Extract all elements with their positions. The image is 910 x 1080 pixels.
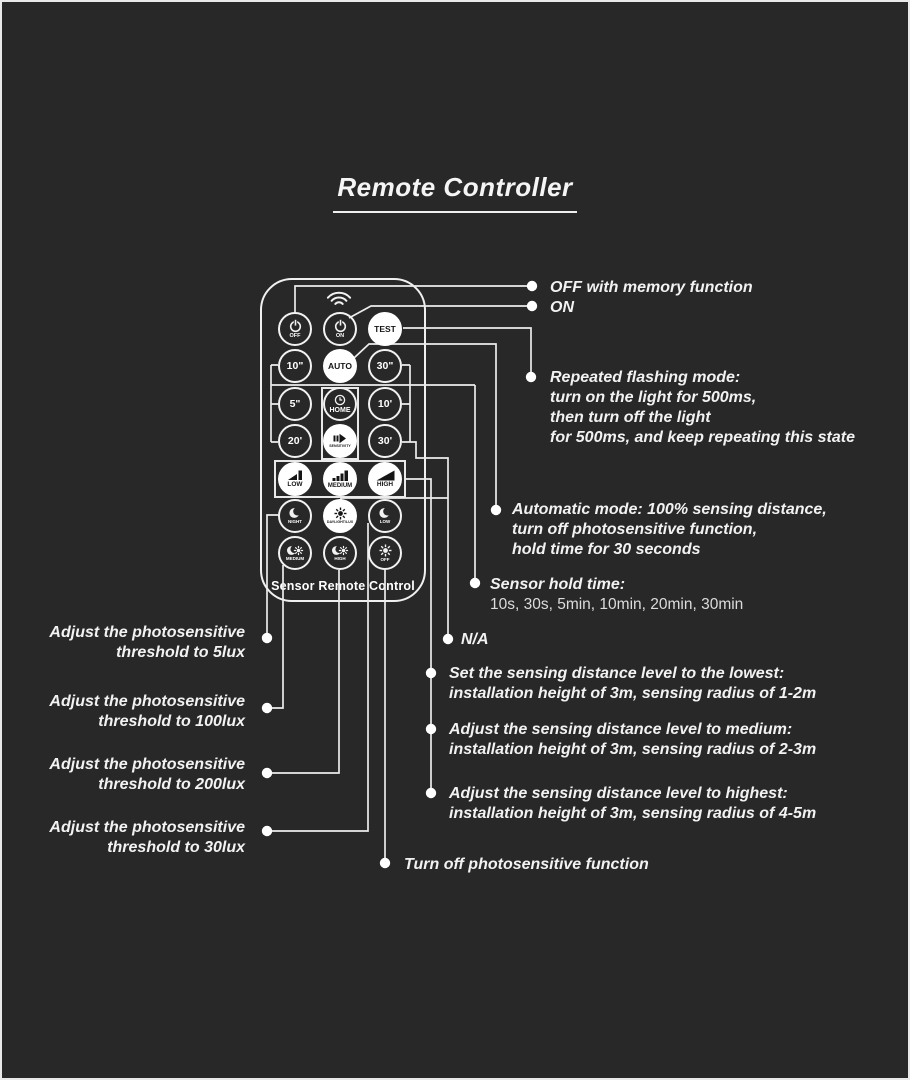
moon-sun-icon <box>332 545 349 556</box>
connector-dot <box>426 724 436 734</box>
right-annotation-3 <box>512 500 827 560</box>
annotation-line: Adjust the photosensitive <box>49 819 245 836</box>
button-label: 30" <box>376 359 394 372</box>
annotation-line: threshold to 100lux <box>98 713 245 730</box>
remote-button-low[interactable] <box>278 462 312 496</box>
moon-icon <box>289 507 301 519</box>
right-annotation-4 <box>490 575 743 615</box>
right-annotation-6 <box>449 664 816 704</box>
wifi-icon <box>324 289 354 308</box>
annotation-line: Turn off photosensitive function <box>404 856 649 873</box>
button-label: HIGH <box>334 555 346 561</box>
annotation-line: ON <box>550 299 574 316</box>
annotation-line: turn off photosensitive function, <box>512 521 758 538</box>
title-wrap <box>2 172 908 213</box>
clock-icon <box>334 394 346 406</box>
annotation-line: then turn off the light <box>550 409 711 426</box>
button-label: SENSITIVITY <box>329 444 351 449</box>
left-annotation-0 <box>49 623 245 663</box>
annotation-line: hold time for 30 seconds <box>512 541 701 558</box>
connector-dot <box>491 505 501 515</box>
remote-button-5[interactable] <box>278 387 312 421</box>
button-label: HOME <box>329 407 351 414</box>
remote-footer-label: Sensor Remote Control <box>271 579 415 593</box>
button-label: HIGH <box>376 480 394 488</box>
connector-dot <box>262 633 272 643</box>
annotation-line: Adjust the photosensitive <box>49 624 245 641</box>
moon-sun-icon <box>287 545 304 556</box>
annotation-line: Adjust the sensing distance level to medium: <box>449 721 793 738</box>
annotation-line: Adjust the photosensitive <box>49 756 245 773</box>
power-icon <box>334 319 347 333</box>
annotation-line: threshold to 30lux <box>107 839 245 856</box>
remote-button-sensitivity[interactable] <box>323 424 357 458</box>
right-annotation-2 <box>550 368 855 448</box>
remote-button-on[interactable] <box>323 312 357 346</box>
remote-button-home[interactable] <box>323 387 357 421</box>
left-annotation-3 <box>49 818 245 858</box>
button-label: 20' <box>287 434 303 447</box>
right-annotation-1 <box>550 298 574 318</box>
remote-button-30[interactable] <box>368 349 402 383</box>
sensitivity-arrow-icon <box>333 433 347 444</box>
annotation-line: 10s, 30s, 5min, 10min, 20min, 30min <box>490 596 744 613</box>
button-label: ON <box>335 332 345 339</box>
remote-button-10[interactable] <box>278 349 312 383</box>
signal-medium-icon <box>332 470 349 482</box>
button-label: 10" <box>286 359 304 372</box>
moon-icon <box>379 507 391 519</box>
connector-dot <box>426 788 436 798</box>
remote-button-night[interactable] <box>278 499 312 533</box>
button-label: LOW <box>379 519 391 525</box>
button-label: 30' <box>377 434 393 447</box>
button-label: 10' <box>377 397 393 410</box>
annotation-line: threshold to 200lux <box>98 776 245 793</box>
remote-button-medium[interactable] <box>323 462 357 496</box>
button-label: NIGHT <box>288 519 302 525</box>
annotation-line: Sensor hold time: <box>490 576 626 593</box>
remote-button-off[interactable] <box>278 312 312 346</box>
connector-dot <box>527 301 537 311</box>
remote-button-high[interactable] <box>323 536 357 570</box>
button-label: 5" <box>289 397 301 410</box>
sun-icon <box>379 544 392 557</box>
remote-button-30[interactable] <box>368 424 402 458</box>
annotation-line: Adjust the sensing distance level to highest: <box>449 785 788 802</box>
annotation-line: installation height of 3m, sensing radius of 1-2m <box>449 685 817 702</box>
remote-button-off[interactable] <box>368 536 402 570</box>
right-annotation-9 <box>404 855 649 875</box>
annotation-line: threshold to 5lux <box>116 644 245 661</box>
sun-icon <box>334 507 347 520</box>
annotation-line: installation height of 3m, sensing radius of 2-3m <box>449 741 817 758</box>
button-label: AUTO <box>328 360 352 371</box>
annotation-line: Automatic mode: 100% sensing distance, <box>512 501 827 518</box>
left-annotation-2 <box>49 755 245 795</box>
left-annotation-1 <box>49 692 245 732</box>
button-label: DAYLIGHT/LUX <box>326 520 354 525</box>
signal-low-icon <box>287 469 304 481</box>
right-annotation-7 <box>449 720 816 760</box>
connector-dot <box>443 634 453 644</box>
button-label: OFF <box>380 556 390 562</box>
connector-dot <box>526 372 536 382</box>
power-icon <box>289 319 302 333</box>
ramp-high-icon <box>376 470 395 481</box>
connector-dot <box>262 768 272 778</box>
annotation-line: turn on the light for 500ms, <box>550 389 757 406</box>
remote-button-medium[interactable] <box>278 536 312 570</box>
button-label: LOW <box>287 481 303 489</box>
annotation-line: for 500ms, and keep repeating this state <box>550 429 855 446</box>
annotation-line: N/A <box>461 631 489 648</box>
connector-dot <box>262 703 272 713</box>
remote-button-test[interactable] <box>368 312 402 346</box>
remote-button-20[interactable] <box>278 424 312 458</box>
button-label: TEST <box>374 323 396 334</box>
right-annotation-0 <box>550 278 753 298</box>
remote-button-daylightlux[interactable] <box>323 499 357 533</box>
annotation-line: installation height of 3m, sensing radius of 4-5m <box>449 805 817 822</box>
button-label: MEDIUM <box>327 482 353 489</box>
right-annotation-8 <box>449 784 816 824</box>
remote-button-10[interactable] <box>368 387 402 421</box>
button-label: MEDIUM <box>285 555 305 561</box>
connector-dot <box>426 668 436 678</box>
page-title: Remote Controller <box>333 172 576 213</box>
remote-button-auto[interactable] <box>323 349 357 383</box>
annotation-line: OFF with memory function <box>550 279 753 296</box>
connector-dot <box>262 826 272 836</box>
remote-button-high[interactable] <box>368 462 402 496</box>
button-label: OFF <box>289 332 301 339</box>
connector-dot <box>470 578 480 588</box>
remote-button-low[interactable] <box>368 499 402 533</box>
connector-dot <box>380 858 390 868</box>
annotation-line: Set the sensing distance level to the lowest: <box>449 665 785 682</box>
right-annotation-5 <box>461 630 489 650</box>
connector-dot <box>527 281 537 291</box>
annotation-line: Repeated flashing mode: <box>550 369 741 386</box>
annotation-line: Adjust the photosensitive <box>49 693 245 710</box>
